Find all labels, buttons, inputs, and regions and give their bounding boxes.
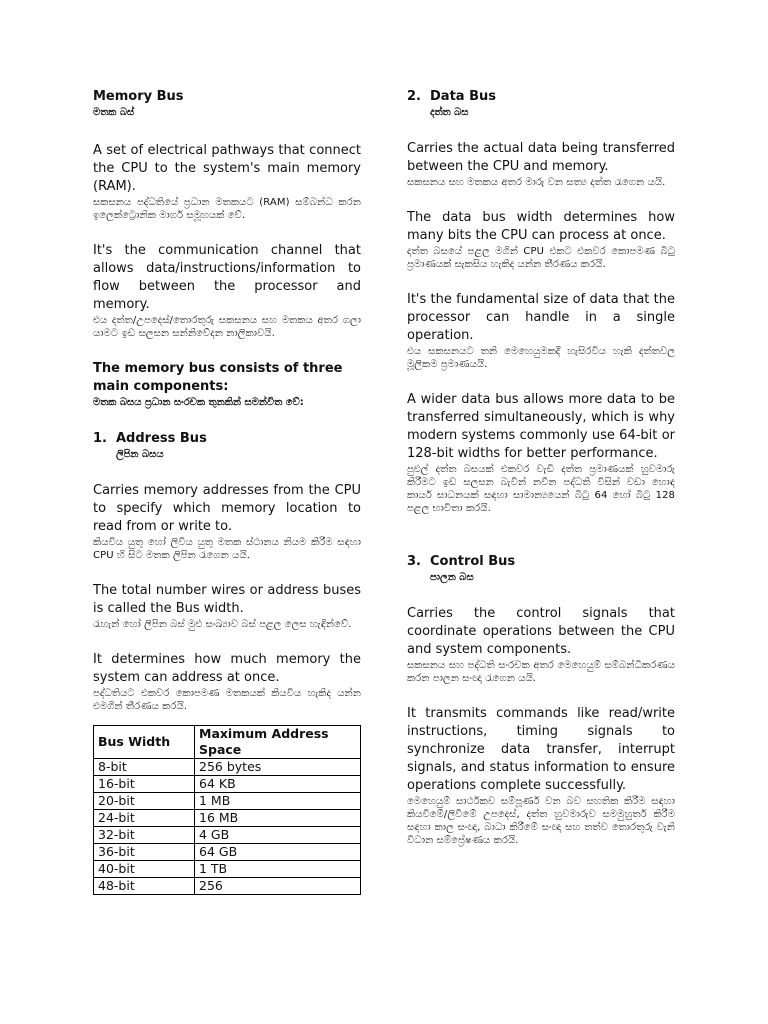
address-bus-heading: [93, 430, 361, 448]
data-bus-heading: [407, 88, 675, 106]
memory-bus-title: Memory Bus: [93, 89, 184, 104]
control-bus-paragraph-2: It transmits commands like read/write instructions, timing signals to synchronize data transfer, interrupt signals, and status information to ensure operations complete successfully.: [407, 706, 675, 793]
table-row: [94, 827, 361, 844]
table-cell: 1 TB: [195, 861, 361, 878]
table-header-row: [94, 726, 361, 759]
address-bus-paragraph-1-sinhala: කියවිය යුතු හෝ ලිවිය යුතු මතක ස්ථානය නියම කිරීම සඳහා CPU හි සිට මතක ලිපින රැගෙන යයි.: [93, 537, 361, 561]
address-bus-title-sinhala: ලිපින බසය: [116, 449, 164, 460]
data-bus-paragraph-3-sinhala: එය සකසනයට තනි මෙහෙයුමකදී හැසිරවිය හැකි දත්තවල මූලිකම ප්‍රමාණයයි.: [407, 346, 675, 370]
control-bus-number: 3.: [407, 554, 421, 569]
table-cell: 40-bit: [94, 861, 195, 878]
table-cell: 4 GB: [195, 827, 361, 844]
data-bus-paragraph-3: It's the fundamental size of data that the processor can handle in a single operation.: [407, 292, 675, 343]
data-bus-paragraph-1: Carries the actual data being transferred between the CPU and memory.: [407, 141, 675, 174]
table-cell: 48-bit: [94, 878, 195, 895]
table-cell: 24-bit: [94, 810, 195, 827]
data-bus-paragraph-4: A wider data bus allows more data to be transferred simultaneously, which is why modern systems commonly use 64-bit or 128-bit widths for better performance.: [407, 392, 675, 461]
table-cell: 64 KB: [195, 776, 361, 793]
control-bus-title: Control Bus: [430, 554, 516, 569]
table-row: [94, 810, 361, 827]
table-cell: 32-bit: [94, 827, 195, 844]
table-cell: 36-bit: [94, 844, 195, 861]
table-cell: 8-bit: [94, 759, 195, 776]
address-bus-title: Address Bus: [116, 431, 207, 446]
components-heading-sinhala: මතක බසය ප්‍රධාන සංරචක තුනකින් සමන්විත වේ:: [93, 397, 304, 408]
table-row: [94, 759, 361, 776]
right-column: [407, 88, 675, 847]
table-header-bus-width: Bus Width: [94, 726, 195, 759]
components-heading: The memory bus consists of three main components:: [93, 361, 343, 394]
table-cell: 16-bit: [94, 776, 195, 793]
data-bus-title-sinhala: දත්ත බස: [430, 107, 469, 118]
memory-bus-title-sinhala: මතක බස්: [93, 107, 135, 118]
control-bus-paragraph-1: Carries the control signals that coordinate operations between the CPU and system components.: [407, 606, 675, 657]
definition-text: A set of electrical pathways that connect the CPU to the system's main memory (RAM).: [93, 143, 361, 194]
table-row: [94, 878, 361, 895]
definition-text-sinhala: සකසනය පද්ධතියේ ප්‍රධාන මතකයට (RAM) සම්බන්ධ කරන ඉලෙක්ට්‍රොනික මාර්ග සමූහයක් වේ.: [93, 197, 361, 221]
table-row: [94, 793, 361, 810]
table-cell: 1 MB: [195, 793, 361, 810]
control-bus-paragraph-2-sinhala: මෙහෙයුම් සාර්ථකව සම්පූර්ණ වන බව සහතික කිරීම සඳහා කියවීමේ/ලිවීමේ උපදෙස්, දත්ත හුවමාරුව සමමුහුර්ත කිරීම සඳහා කාල සංඥා, බාධා කිරීමේ සංඥා සහ තත්ව තොරතුරු වැනි විධාන සම්ප්‍රේෂණය කරයි.: [407, 796, 675, 846]
communication-text-sinhala: එය දත්ත/උපදෙස්/තොරතුරු සකසනය සහ මතකය අතර ගලා යාමට ඉඩ සලසන සන්නිවේදන නාලිකාවයි.: [93, 315, 361, 339]
data-bus-paragraph-2-sinhala: දත්ත බසයේ පළල මගින් CPU එකට එකවර කොපමණ බිටු ප්‍රමාණයක් සැකසිය හැකිද යන්න තීරණය කරයි.: [407, 246, 675, 270]
data-bus-title: Data Bus: [430, 89, 496, 104]
control-bus-paragraph-1-sinhala: සකසනය සහ පද්ධති සංරචක අතර මෙහෙයුම් සම්බන්ධීකරණය කරන පාලන සංඥා රැගෙන යයි.: [407, 660, 675, 684]
control-bus-heading: [407, 553, 675, 571]
table-cell: 16 MB: [195, 810, 361, 827]
bus-width-table: [93, 725, 361, 895]
table-cell: 256 bytes: [195, 759, 361, 776]
data-bus-paragraph-1-sinhala: සකසනය සහ මතකය අතර මාරු වන සත්‍ය දත්ත රැගෙන යයි.: [407, 177, 666, 188]
left-column: [93, 88, 361, 895]
address-bus-paragraph-1: Carries memory addresses from the CPU to specify which memory location to read from or write to.: [93, 483, 361, 534]
data-bus-paragraph-4-sinhala: පුළුල් දත්ත බසයක් එකවර වැඩි දත්ත ප්‍රමාණයක් හුවමාරු කිරීමට ඉඩ සලසන බැවින් නවීන පද්ධති විසින් වඩා හොඳ කාර්ය සාධනයක් සඳහා සාමාන්‍යයෙන් බිටු 64 හෝ බිටු 128 පළල භාවිතා කරයි.: [407, 464, 675, 514]
data-bus-paragraph-2: The data bus width determines how many bits the CPU can process at once.: [407, 210, 675, 243]
address-bus-paragraph-2: The total number wires or address buses is called the Bus width.: [93, 583, 361, 616]
table-row: [94, 844, 361, 861]
table-cell: 20-bit: [94, 793, 195, 810]
communication-text: It's the communication channel that allows data/instructions/information to flow between the processor and memory.: [93, 243, 361, 312]
address-bus-paragraph-3: It determines how much memory the system can address at once.: [93, 652, 361, 685]
control-bus-title-sinhala: පාලන බස: [430, 572, 474, 583]
table-row: [94, 861, 361, 878]
table-header-max-address-space: Maximum Address Space: [195, 726, 361, 759]
table-cell: 256: [195, 878, 361, 895]
data-bus-number: 2.: [407, 89, 421, 104]
address-bus-number: 1.: [93, 431, 107, 446]
table-cell: 64 GB: [195, 844, 361, 861]
address-bus-paragraph-3-sinhala: පද්ධතියට එකවර කොපමණ මතකයක් කියවිය හැකිද යන්න එමගින් තීරණය කරයි.: [93, 688, 361, 712]
address-bus-paragraph-2-sinhala: රැහැන් හෝ ලිපින බස් මුළු සංඛ්‍යාව බස් පළල ලෙස හැඳින්වේ.: [93, 619, 352, 630]
table-row: [94, 776, 361, 793]
